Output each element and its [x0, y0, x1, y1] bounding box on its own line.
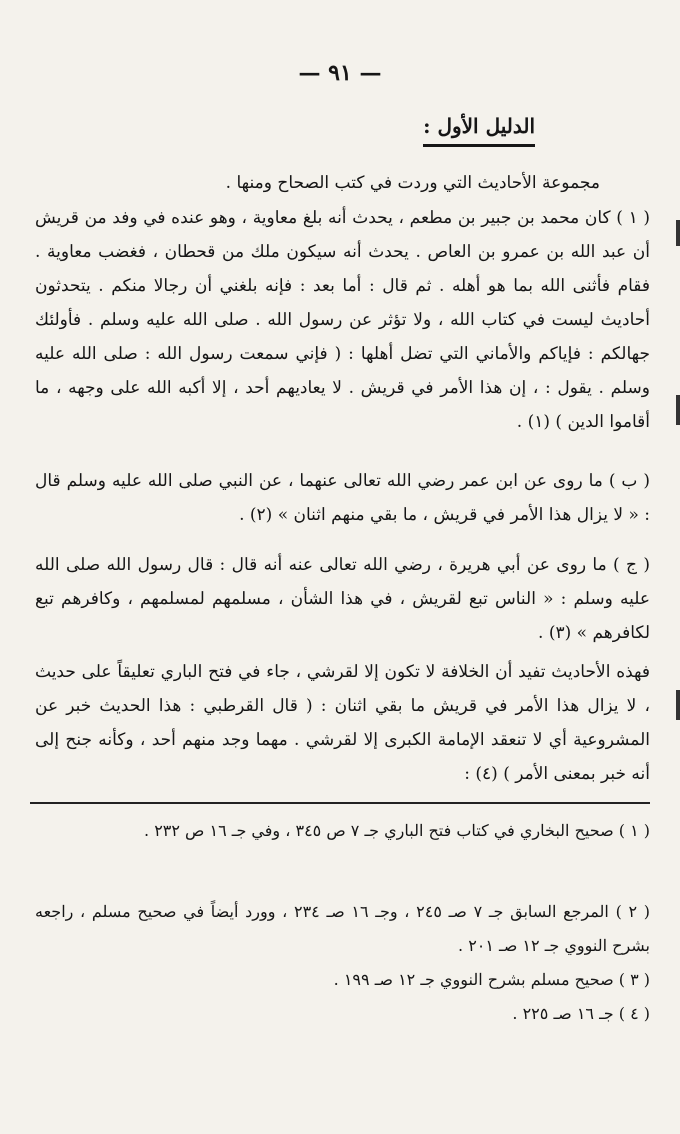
paragraph-hadith-1: ( ١ ) كان محمد بن جبير بن مطعم ، يحدث أنه بلغ معاوية ، وهو عنده في وفد من قريش أن عبد الله بن عمرو بن العاص . يحدث أنه سيكون ملك من قحطان ، فغضب معاوية . فقام فأثنى الله بما هو أهله . ثم قال : أما بعد : فإنه بلغني أن رجالا منكم . يتحدثون أحاديث ليست في كتاب الله ، ولا تؤثر عن رسول الله . صلى الله عليه وسلم . فأولئك جهالكم : فإياكم والأماني التي تضل أهلها : ( فإني سمعت رسول الله : صلى الله عليه وسلم . يقول : ، إن هذا الأمر في قريش . لا يعاديهم أحد ، إلا أكبه الله على وجهه ، ما أقاموا الدين ) (١) . — [35, 208, 650, 432]
intro-line: مجموعة الأحاديث التي وردت في كتب الصحاح ومنها . — [225, 173, 600, 193]
footnote-1: ( ١ ) صحيح البخاري في كتاب فتح الباري جـ ٧ ص ٣٤٥ ، وفي جـ ١٦ ص ٢٣٢ . — [144, 821, 650, 840]
paragraph-hadith-3: ( ج ) ما روى عن أبي هريرة ، رضي الله تعالى عنه أنه قال : قال رسول الله صلى الله عليه وسلم : « الناس تبع لقريش ، في هذا الشأن ، مسلمهم لمسلمهم ، وكافرهم تبع لكافرهم » (٣) . — [35, 555, 650, 643]
footnote-3: ( ٣ ) صحيح مسلم بشرح النووي جـ ١٢ صـ ١٩٩ . — [333, 970, 650, 989]
scan-edge-mark — [676, 220, 680, 246]
section-heading: الدليل الأول : — [423, 114, 535, 147]
scan-edge-mark — [676, 395, 680, 425]
footnote-divider — [30, 802, 650, 804]
paragraph-conclusion: فهذه الأحاديث تفيد أن الخلافة لا تكون إلا لقرشي ، جاء في فتح الباري تعليقاً على حديث ، لا يزال هذا الأمر في قريش ما بقي اثنان : ( قال القرطبي : هذا الحديث خبر عن المشروعية أي لا تنعقد الإمامة الكبرى إلا لقرشي . مهما وجد منهم أحد ، وكأنه جنح إلى أنه خبر بمعنى الأمر ) (٤) : — [35, 662, 650, 784]
page-number: — ٩١ — — [298, 60, 382, 86]
scan-edge-mark — [676, 690, 680, 720]
paragraph-hadith-2: ( ب ) ما روى عن ابن عمر رضي الله تعالى عنهما ، عن النبي صلى الله عليه وسلم قال : « لا يزال هذا الأمر في قريش ، ما بقي منهم اثنان » (٢) . — [35, 471, 650, 525]
footnote-4: ( ٤ ) جـ ١٦ صـ ٢٢٥ . — [512, 1004, 650, 1023]
footnote-2: ( ٢ ) المرجع السابق جـ ٧ صـ ٢٤٥ ، وجـ ١٦ صـ ٢٣٤ ، وورد أيضاً في صحيح مسلم ، راجعه بشرح النووي جـ ١٢ صـ ٢٠١ . — [35, 902, 651, 955]
